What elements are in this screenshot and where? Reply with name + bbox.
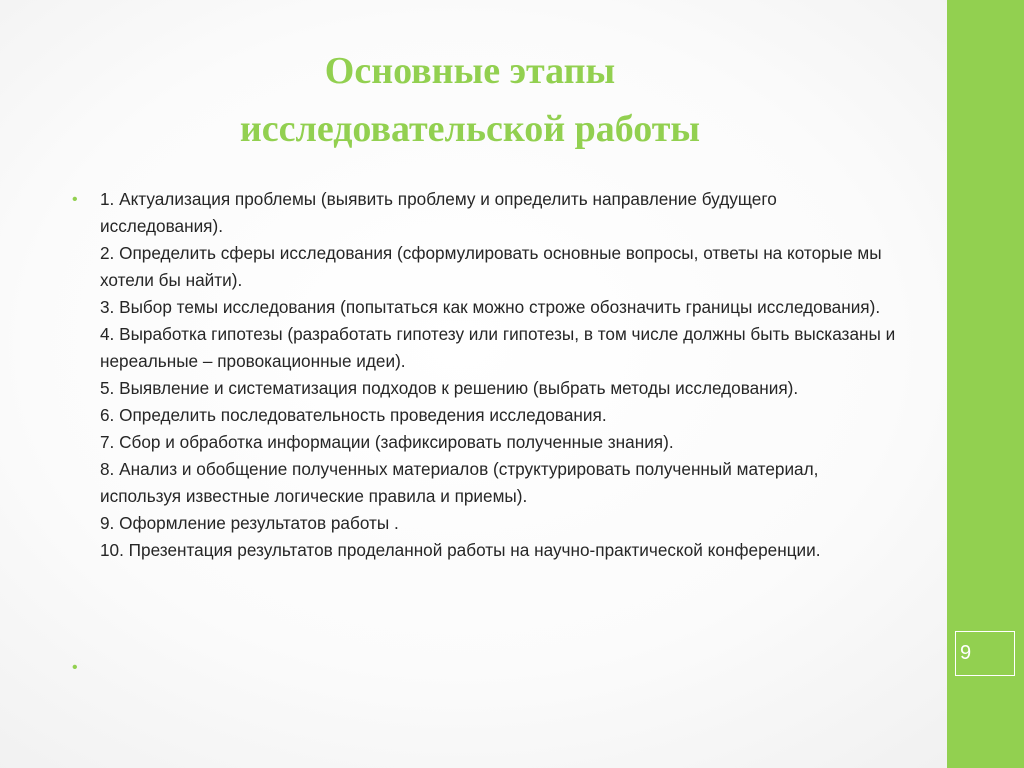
step-3: 3. Выбор темы исследования (попытаться как можно строже обозначить границы исследования). — [100, 297, 881, 317]
steps-list — [72, 186, 902, 564]
list-item — [72, 654, 92, 681]
slide-number: 9 — [960, 642, 972, 664]
bullet-dot-icon: • — [72, 659, 78, 676]
list-item — [72, 186, 902, 564]
step-5: 5. Выявление и систематизация подходов к решению (выбрать методы исследования). — [100, 378, 799, 398]
step-9: 9. Оформление результатов работы . — [100, 513, 399, 533]
step-10: 10. Презентация результатов проделанной работы на научно-практической конференции. — [100, 540, 821, 560]
slide-title-line-2: исследовательской работы — [239, 108, 701, 150]
step-2: 2. Определить сферы исследования (сформулировать основные вопросы, ответы на которые мы хотели бы найти). — [100, 243, 887, 290]
step-1: 1. Актуализация проблемы (выявить проблему и определить направление будущего исследования). — [100, 189, 782, 236]
slide-number-box — [955, 631, 1015, 676]
slide-title — [150, 42, 790, 158]
bullet-dot-icon: • — [72, 191, 78, 208]
step-4: 4. Выработка гипотезы (разработать гипотезу или гипотезы, в том числе должны быть высказаны и нереальные – провокационные идеи). — [100, 324, 901, 371]
step-6: 6. Определить последовательность проведения исследования. — [100, 405, 607, 425]
step-7: 7. Сбор и обработка информации (зафиксировать полученные знания). — [100, 432, 674, 452]
step-8: 8. Анализ и обобщение полученных материалов (структурировать полученный материал, используя известные логические правила и приемы). — [100, 459, 824, 506]
slide-title-line-1: Основные этапы — [324, 50, 616, 92]
